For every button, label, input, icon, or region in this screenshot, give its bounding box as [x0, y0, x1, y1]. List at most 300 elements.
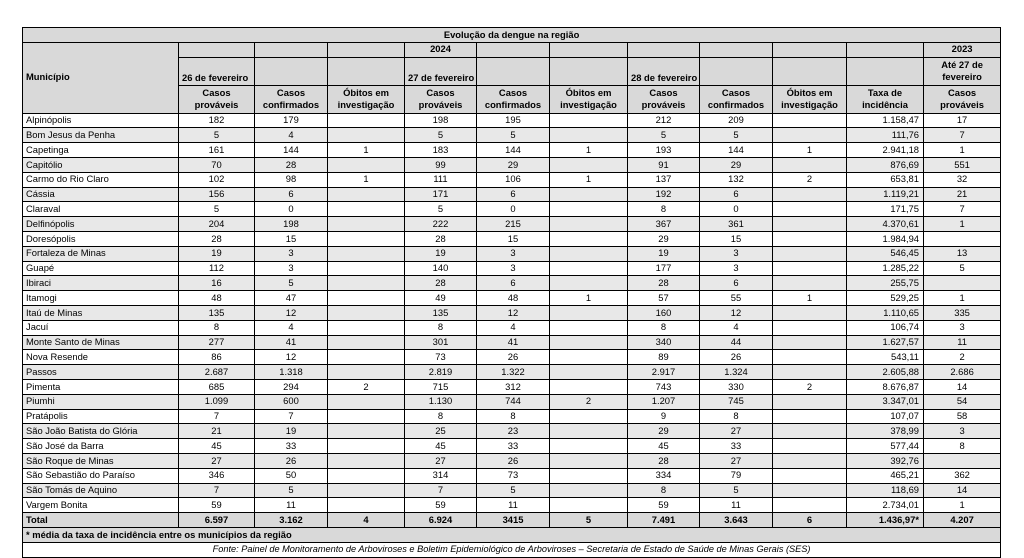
cell-casos-provaveis-26fev: 102: [179, 172, 255, 187]
cell-obitos-27fev: [550, 113, 628, 128]
cell-casos-confirmados-26fev: 28: [255, 157, 328, 172]
cell-casos-confirmados-27fev: 48: [477, 291, 550, 306]
cell-taxa-incidencia: 107,07: [847, 409, 924, 424]
cell-casos-confirmados-26fev: 11: [255, 498, 328, 513]
cell-casos-provaveis-27fev: 314: [405, 468, 477, 483]
cell-casos-confirmados-26fev: 6: [255, 187, 328, 202]
cell-casos-provaveis-26fev: 7: [179, 409, 255, 424]
total-casos-provaveis-26fev: 6.597: [179, 513, 255, 528]
cell-casos-confirmados-27fev: 3: [477, 261, 550, 276]
table-row: [23, 453, 1001, 468]
cell-casos-provaveis-28fev: 28: [628, 453, 700, 468]
total-row: [23, 513, 1001, 528]
cell-obitos-28fev: [773, 424, 847, 439]
cell-municipio: São José da Barra: [23, 439, 179, 454]
cell-casos-provaveis-28fev: 57: [628, 291, 700, 306]
table-row: [23, 320, 1001, 335]
table-row: [23, 246, 1001, 261]
cell-casos-confirmados-26fev: 33: [255, 439, 328, 454]
cell-taxa-incidencia: 392,76: [847, 453, 924, 468]
subheader-taxa-incidencia: Taxa de incidência: [847, 85, 924, 113]
cell-taxa-incidencia: 378,99: [847, 424, 924, 439]
table-row: [23, 187, 1001, 202]
cell-obitos-28fev: [773, 468, 847, 483]
cell-obitos-27fev: [550, 468, 628, 483]
cell-obitos-26fev: 1: [328, 172, 405, 187]
cell-casos-confirmados-26fev: 144: [255, 143, 328, 158]
cell-casos-provaveis-27fev: 19: [405, 246, 477, 261]
cell-obitos-27fev: [550, 128, 628, 143]
cell-obitos-28fev: [773, 128, 847, 143]
total-taxa-incidencia: 1.436,97*: [847, 513, 924, 528]
total-obitos-26fev: 4: [328, 513, 405, 528]
total-casos-confirmados-26fev: 3.162: [255, 513, 328, 528]
cell-taxa-incidencia: 1.285,22: [847, 261, 924, 276]
cell-obitos-27fev: [550, 276, 628, 291]
table-row: [23, 261, 1001, 276]
date-28-fev: 28 de fevereiro: [628, 57, 700, 85]
cell-obitos-28fev: [773, 365, 847, 380]
cell-casos-provaveis-26fev: 7: [179, 483, 255, 498]
dengue-table: [22, 27, 1001, 558]
cell-municipio: Jacuí: [23, 320, 179, 335]
cell-casos-provaveis-28fev: 59: [628, 498, 700, 513]
cell-casos-confirmados-27fev: 5: [477, 128, 550, 143]
cell-casos-provaveis-2023: 14: [924, 379, 1001, 394]
cell-municipio: Cássia: [23, 187, 179, 202]
cell-casos-provaveis-2023: 3: [924, 424, 1001, 439]
cell-obitos-28fev: [773, 394, 847, 409]
cell-casos-confirmados-28fev: 26: [700, 350, 773, 365]
cell-obitos-26fev: 2: [328, 379, 405, 394]
cell-casos-provaveis-2023: 7: [924, 202, 1001, 217]
cell-casos-provaveis-26fev: 27: [179, 453, 255, 468]
cell-obitos-28fev: 2: [773, 379, 847, 394]
cell-casos-confirmados-26fev: 47: [255, 291, 328, 306]
cell-obitos-27fev: 1: [550, 143, 628, 158]
cell-obitos-26fev: [328, 365, 405, 380]
cell-casos-confirmados-27fev: 5: [477, 483, 550, 498]
cell-casos-provaveis-28fev: 8: [628, 320, 700, 335]
cell-casos-provaveis-28fev: 340: [628, 335, 700, 350]
table-row: [23, 335, 1001, 350]
cell-obitos-26fev: [328, 276, 405, 291]
table-row: [23, 439, 1001, 454]
cell-casos-provaveis-26fev: 112: [179, 261, 255, 276]
cell-casos-confirmados-28fev: 4: [700, 320, 773, 335]
cell-casos-confirmados-27fev: 11: [477, 498, 550, 513]
source-text: Fonte: Painel de Monitoramento de Arboviroses e Boletim Epidemiológico de Arboviroses – Secretaria de Estado de Saúde de Minas Gerais (SES): [23, 542, 1001, 557]
cell-casos-confirmados-27fev: 4: [477, 320, 550, 335]
cell-casos-confirmados-27fev: 26: [477, 350, 550, 365]
cell-taxa-incidencia: 8.676,87: [847, 379, 924, 394]
cell-obitos-27fev: [550, 217, 628, 232]
cell-casos-confirmados-26fev: 294: [255, 379, 328, 394]
cell-casos-confirmados-28fev: 29: [700, 157, 773, 172]
footnote: * média da taxa de incidência entre os municípios da região: [23, 527, 1001, 542]
cell-casos-confirmados-28fev: 8: [700, 409, 773, 424]
cell-casos-confirmados-27fev: 215: [477, 217, 550, 232]
cell-municipio: Piumhi: [23, 394, 179, 409]
cell-casos-provaveis-28fev: 367: [628, 217, 700, 232]
cell-obitos-27fev: [550, 320, 628, 335]
cell-obitos-27fev: [550, 439, 628, 454]
cell-casos-provaveis-28fev: 334: [628, 468, 700, 483]
total-casos-provaveis-27fev: 6.924: [405, 513, 477, 528]
cell-casos-confirmados-28fev: 55: [700, 291, 773, 306]
cell-obitos-28fev: [773, 409, 847, 424]
cell-obitos-28fev: [773, 498, 847, 513]
subheader-casos-provaveis: Casos prováveis: [179, 85, 255, 113]
cell-taxa-incidencia: 876,69: [847, 157, 924, 172]
cell-municipio: São Tomás de Aquino: [23, 483, 179, 498]
cell-casos-provaveis-2023: 14: [924, 483, 1001, 498]
cell-casos-confirmados-28fev: 6: [700, 187, 773, 202]
cell-casos-confirmados-27fev: 744: [477, 394, 550, 409]
cell-obitos-26fev: [328, 128, 405, 143]
cell-obitos-27fev: [550, 350, 628, 365]
table-row: [23, 350, 1001, 365]
cell-municipio: São Roque de Minas: [23, 453, 179, 468]
table-row: [23, 305, 1001, 320]
cell-casos-provaveis-26fev: 182: [179, 113, 255, 128]
cell-obitos-27fev: [550, 202, 628, 217]
cell-casos-provaveis-28fev: 28: [628, 276, 700, 291]
cell-casos-confirmados-26fev: 198: [255, 217, 328, 232]
table-row: [23, 276, 1001, 291]
cell-casos-provaveis-26fev: 204: [179, 217, 255, 232]
cell-municipio: Nova Resende: [23, 350, 179, 365]
cell-obitos-28fev: [773, 231, 847, 246]
cell-casos-confirmados-26fev: 50: [255, 468, 328, 483]
cell-obitos-28fev: [773, 217, 847, 232]
cell-obitos-28fev: [773, 202, 847, 217]
cell-obitos-27fev: [550, 157, 628, 172]
cell-obitos-26fev: [328, 409, 405, 424]
cell-obitos-26fev: [328, 453, 405, 468]
cell-obitos-26fev: [328, 261, 405, 276]
cell-obitos-28fev: [773, 453, 847, 468]
cell-casos-provaveis-2023: 1: [924, 143, 1001, 158]
cell-casos-confirmados-27fev: 1.322: [477, 365, 550, 380]
cell-casos-provaveis-28fev: 160: [628, 305, 700, 320]
cell-casos-provaveis-28fev: 29: [628, 231, 700, 246]
table-row: [23, 113, 1001, 128]
cell-casos-provaveis-2023: 54: [924, 394, 1001, 409]
cell-obitos-28fev: [773, 276, 847, 291]
cell-casos-confirmados-28fev: 6: [700, 276, 773, 291]
cell-casos-confirmados-28fev: 12: [700, 305, 773, 320]
cell-casos-confirmados-28fev: 209: [700, 113, 773, 128]
cell-casos-provaveis-28fev: 91: [628, 157, 700, 172]
cell-municipio: Itaú de Minas: [23, 305, 179, 320]
cell-casos-provaveis-27fev: 25: [405, 424, 477, 439]
cell-obitos-27fev: [550, 483, 628, 498]
subheader-obitos: Óbitos em investigação: [773, 85, 847, 113]
cell-casos-provaveis-28fev: 45: [628, 439, 700, 454]
cell-casos-provaveis-2023: 1: [924, 217, 1001, 232]
cell-casos-confirmados-28fev: 745: [700, 394, 773, 409]
cell-taxa-incidencia: 4.370,61: [847, 217, 924, 232]
cell-casos-confirmados-28fev: 11: [700, 498, 773, 513]
cell-casos-confirmados-27fev: 6: [477, 276, 550, 291]
cell-municipio: São João Batista do Glória: [23, 424, 179, 439]
table-row: [23, 468, 1001, 483]
date-26-fev: 26 de fevereiro: [179, 57, 255, 85]
cell-casos-confirmados-26fev: 98: [255, 172, 328, 187]
cell-casos-provaveis-27fev: 198: [405, 113, 477, 128]
table-row: [23, 157, 1001, 172]
col-municipio: Município: [23, 42, 179, 113]
cell-obitos-26fev: 1: [328, 143, 405, 158]
cell-casos-provaveis-26fev: 156: [179, 187, 255, 202]
subheader-obitos: Óbitos em investigação: [328, 85, 405, 113]
cell-casos-provaveis-27fev: 59: [405, 498, 477, 513]
cell-casos-provaveis-27fev: 5: [405, 128, 477, 143]
cell-casos-confirmados-26fev: 179: [255, 113, 328, 128]
cell-casos-confirmados-26fev: 26: [255, 453, 328, 468]
cell-casos-confirmados-28fev: 1.324: [700, 365, 773, 380]
cell-casos-provaveis-2023: 7: [924, 128, 1001, 143]
cell-casos-provaveis-26fev: 19: [179, 246, 255, 261]
cell-taxa-incidencia: 1.627,57: [847, 335, 924, 350]
cell-casos-provaveis-26fev: 277: [179, 335, 255, 350]
cell-casos-confirmados-28fev: 132: [700, 172, 773, 187]
cell-casos-provaveis-2023: 17: [924, 113, 1001, 128]
cell-casos-confirmados-26fev: 12: [255, 305, 328, 320]
cell-casos-provaveis-2023: 13: [924, 246, 1001, 261]
cell-taxa-incidencia: 546,45: [847, 246, 924, 261]
cell-casos-confirmados-26fev: 7: [255, 409, 328, 424]
cell-casos-provaveis-2023: [924, 231, 1001, 246]
cell-taxa-incidencia: 1.119,21: [847, 187, 924, 202]
cell-casos-provaveis-26fev: 346: [179, 468, 255, 483]
table-row: [23, 424, 1001, 439]
cell-obitos-28fev: [773, 246, 847, 261]
cell-obitos-28fev: [773, 187, 847, 202]
cell-casos-provaveis-28fev: 2.917: [628, 365, 700, 380]
cell-obitos-26fev: [328, 217, 405, 232]
cell-casos-confirmados-26fev: 4: [255, 128, 328, 143]
cell-casos-confirmados-28fev: 3: [700, 261, 773, 276]
cell-casos-confirmados-27fev: 12: [477, 305, 550, 320]
table-row: [23, 379, 1001, 394]
cell-casos-confirmados-28fev: 27: [700, 453, 773, 468]
cell-casos-confirmados-26fev: 41: [255, 335, 328, 350]
cell-casos-confirmados-28fev: 361: [700, 217, 773, 232]
subheader-casos-provaveis-2023: Casos prováveis: [924, 85, 1001, 113]
table-row: [23, 291, 1001, 306]
cell-obitos-26fev: [328, 291, 405, 306]
cell-casos-confirmados-27fev: 312: [477, 379, 550, 394]
cell-obitos-28fev: [773, 157, 847, 172]
cell-municipio: Guapé: [23, 261, 179, 276]
cell-casos-provaveis-2023: 1: [924, 291, 1001, 306]
cell-taxa-incidencia: 543,11: [847, 350, 924, 365]
cell-casos-confirmados-26fev: 4: [255, 320, 328, 335]
cell-casos-provaveis-26fev: 70: [179, 157, 255, 172]
cell-taxa-incidencia: 653,81: [847, 172, 924, 187]
cell-casos-provaveis-27fev: 28: [405, 276, 477, 291]
cell-obitos-27fev: [550, 453, 628, 468]
table-body: [23, 113, 1001, 513]
cell-casos-provaveis-26fev: 16: [179, 276, 255, 291]
cell-obitos-28fev: [773, 483, 847, 498]
cell-obitos-26fev: [328, 202, 405, 217]
cell-obitos-26fev: [328, 246, 405, 261]
cell-casos-provaveis-26fev: 1.099: [179, 394, 255, 409]
cell-obitos-27fev: [550, 424, 628, 439]
cell-casos-provaveis-28fev: 8: [628, 202, 700, 217]
cell-obitos-26fev: [328, 231, 405, 246]
cell-taxa-incidencia: 2.941,18: [847, 143, 924, 158]
cell-casos-confirmados-27fev: 41: [477, 335, 550, 350]
cell-casos-provaveis-26fev: 5: [179, 128, 255, 143]
cell-municipio: Claraval: [23, 202, 179, 217]
cell-obitos-27fev: 2: [550, 394, 628, 409]
cell-obitos-28fev: [773, 261, 847, 276]
cell-taxa-incidencia: 255,75: [847, 276, 924, 291]
cell-casos-provaveis-2023: 58: [924, 409, 1001, 424]
cell-casos-provaveis-27fev: 49: [405, 291, 477, 306]
table-row: [23, 143, 1001, 158]
cell-taxa-incidencia: 111,76: [847, 128, 924, 143]
cell-casos-confirmados-26fev: 5: [255, 483, 328, 498]
cell-casos-confirmados-28fev: 15: [700, 231, 773, 246]
cell-obitos-27fev: [550, 335, 628, 350]
cell-casos-provaveis-28fev: 192: [628, 187, 700, 202]
cell-obitos-26fev: [328, 305, 405, 320]
cell-casos-provaveis-2023: 362: [924, 468, 1001, 483]
cell-casos-confirmados-28fev: 33: [700, 439, 773, 454]
table-row: [23, 409, 1001, 424]
cell-casos-provaveis-27fev: 111: [405, 172, 477, 187]
cell-casos-confirmados-28fev: 0: [700, 202, 773, 217]
cell-casos-provaveis-27fev: 1.130: [405, 394, 477, 409]
cell-obitos-26fev: [328, 157, 405, 172]
cell-obitos-26fev: [328, 468, 405, 483]
cell-taxa-incidencia: 1.158,47: [847, 113, 924, 128]
cell-municipio: Ibiraci: [23, 276, 179, 291]
cell-obitos-28fev: [773, 113, 847, 128]
cell-taxa-incidencia: 1.110,65: [847, 305, 924, 320]
subheader-casos-provaveis: Casos prováveis: [405, 85, 477, 113]
cell-casos-provaveis-28fev: 29: [628, 424, 700, 439]
cell-casos-provaveis-26fev: 86: [179, 350, 255, 365]
table-row: [23, 172, 1001, 187]
cell-casos-provaveis-26fev: 45: [179, 439, 255, 454]
cell-casos-provaveis-28fev: 9: [628, 409, 700, 424]
cell-casos-confirmados-26fev: 1.318: [255, 365, 328, 380]
cell-casos-provaveis-2023: 11: [924, 335, 1001, 350]
cell-casos-confirmados-26fev: 5: [255, 276, 328, 291]
cell-obitos-28fev: [773, 305, 847, 320]
cell-casos-provaveis-27fev: 222: [405, 217, 477, 232]
cell-casos-provaveis-27fev: 28: [405, 231, 477, 246]
cell-obitos-27fev: [550, 498, 628, 513]
cell-casos-provaveis-2023: 3: [924, 320, 1001, 335]
total-obitos-27fev: 5: [550, 513, 628, 528]
cell-municipio: Monte Santo de Minas: [23, 335, 179, 350]
cell-casos-confirmados-27fev: 8: [477, 409, 550, 424]
year-2024: 2024: [405, 42, 477, 57]
cell-casos-confirmados-27fev: 3: [477, 246, 550, 261]
cell-obitos-27fev: 1: [550, 291, 628, 306]
cell-casos-provaveis-28fev: 193: [628, 143, 700, 158]
cell-casos-confirmados-28fev: 79: [700, 468, 773, 483]
date-27-fev: 27 de fevereiro: [405, 57, 477, 85]
cell-municipio: Doresópolis: [23, 231, 179, 246]
cell-casos-provaveis-2023: 8: [924, 439, 1001, 454]
cell-taxa-incidencia: 3.347,01: [847, 394, 924, 409]
cell-casos-provaveis-28fev: 5: [628, 128, 700, 143]
cell-casos-confirmados-26fev: 600: [255, 394, 328, 409]
cell-casos-confirmados-27fev: 106: [477, 172, 550, 187]
total-casos-provaveis-2023: 4.207: [924, 513, 1001, 528]
cell-municipio: Itamogi: [23, 291, 179, 306]
cell-municipio: Capitólio: [23, 157, 179, 172]
table-row: [23, 217, 1001, 232]
cell-casos-confirmados-26fev: 0: [255, 202, 328, 217]
total-municipio: Total: [23, 513, 179, 528]
cell-obitos-26fev: [328, 424, 405, 439]
subheader-casos-confirmados: Casos confirmados: [700, 85, 773, 113]
cell-casos-provaveis-27fev: 8: [405, 320, 477, 335]
dengue-table-container: [22, 27, 1001, 558]
cell-casos-provaveis-2023: 21: [924, 187, 1001, 202]
cell-casos-provaveis-27fev: 27: [405, 453, 477, 468]
cell-municipio: Vargem Bonita: [23, 498, 179, 513]
cell-municipio: Capetinga: [23, 143, 179, 158]
cell-casos-confirmados-26fev: 3: [255, 261, 328, 276]
cell-casos-provaveis-27fev: 45: [405, 439, 477, 454]
cell-casos-provaveis-2023: 5: [924, 261, 1001, 276]
cell-casos-confirmados-27fev: 26: [477, 453, 550, 468]
table-row: [23, 202, 1001, 217]
cell-casos-provaveis-27fev: 99: [405, 157, 477, 172]
cell-casos-provaveis-28fev: 1.207: [628, 394, 700, 409]
cell-municipio: Bom Jesus da Penha: [23, 128, 179, 143]
cell-municipio: Delfinópolis: [23, 217, 179, 232]
cell-obitos-27fev: [550, 246, 628, 261]
cell-casos-confirmados-27fev: 6: [477, 187, 550, 202]
cell-casos-provaveis-26fev: 59: [179, 498, 255, 513]
total-obitos-28fev: 6: [773, 513, 847, 528]
cell-casos-provaveis-27fev: 171: [405, 187, 477, 202]
cell-obitos-27fev: [550, 261, 628, 276]
cell-taxa-incidencia: 465,21: [847, 468, 924, 483]
table-row: [23, 498, 1001, 513]
cell-casos-provaveis-26fev: 161: [179, 143, 255, 158]
cell-casos-provaveis-26fev: 8: [179, 320, 255, 335]
cell-casos-provaveis-26fev: 28: [179, 231, 255, 246]
cell-casos-confirmados-26fev: 12: [255, 350, 328, 365]
cell-casos-provaveis-2023: 32: [924, 172, 1001, 187]
cell-obitos-28fev: [773, 439, 847, 454]
cell-obitos-27fev: [550, 379, 628, 394]
cell-casos-provaveis-27fev: 140: [405, 261, 477, 276]
cell-taxa-incidencia: 118,69: [847, 483, 924, 498]
cell-obitos-28fev: 1: [773, 291, 847, 306]
cell-casos-confirmados-26fev: 15: [255, 231, 328, 246]
cell-casos-provaveis-26fev: 21: [179, 424, 255, 439]
cell-casos-provaveis-27fev: 8: [405, 409, 477, 424]
subheader-casos-confirmados: Casos confirmados: [477, 85, 550, 113]
subheader-casos-confirmados: Casos confirmados: [255, 85, 328, 113]
year-2023: 2023: [924, 42, 1001, 57]
cell-obitos-28fev: 2: [773, 172, 847, 187]
cell-casos-confirmados-28fev: 144: [700, 143, 773, 158]
